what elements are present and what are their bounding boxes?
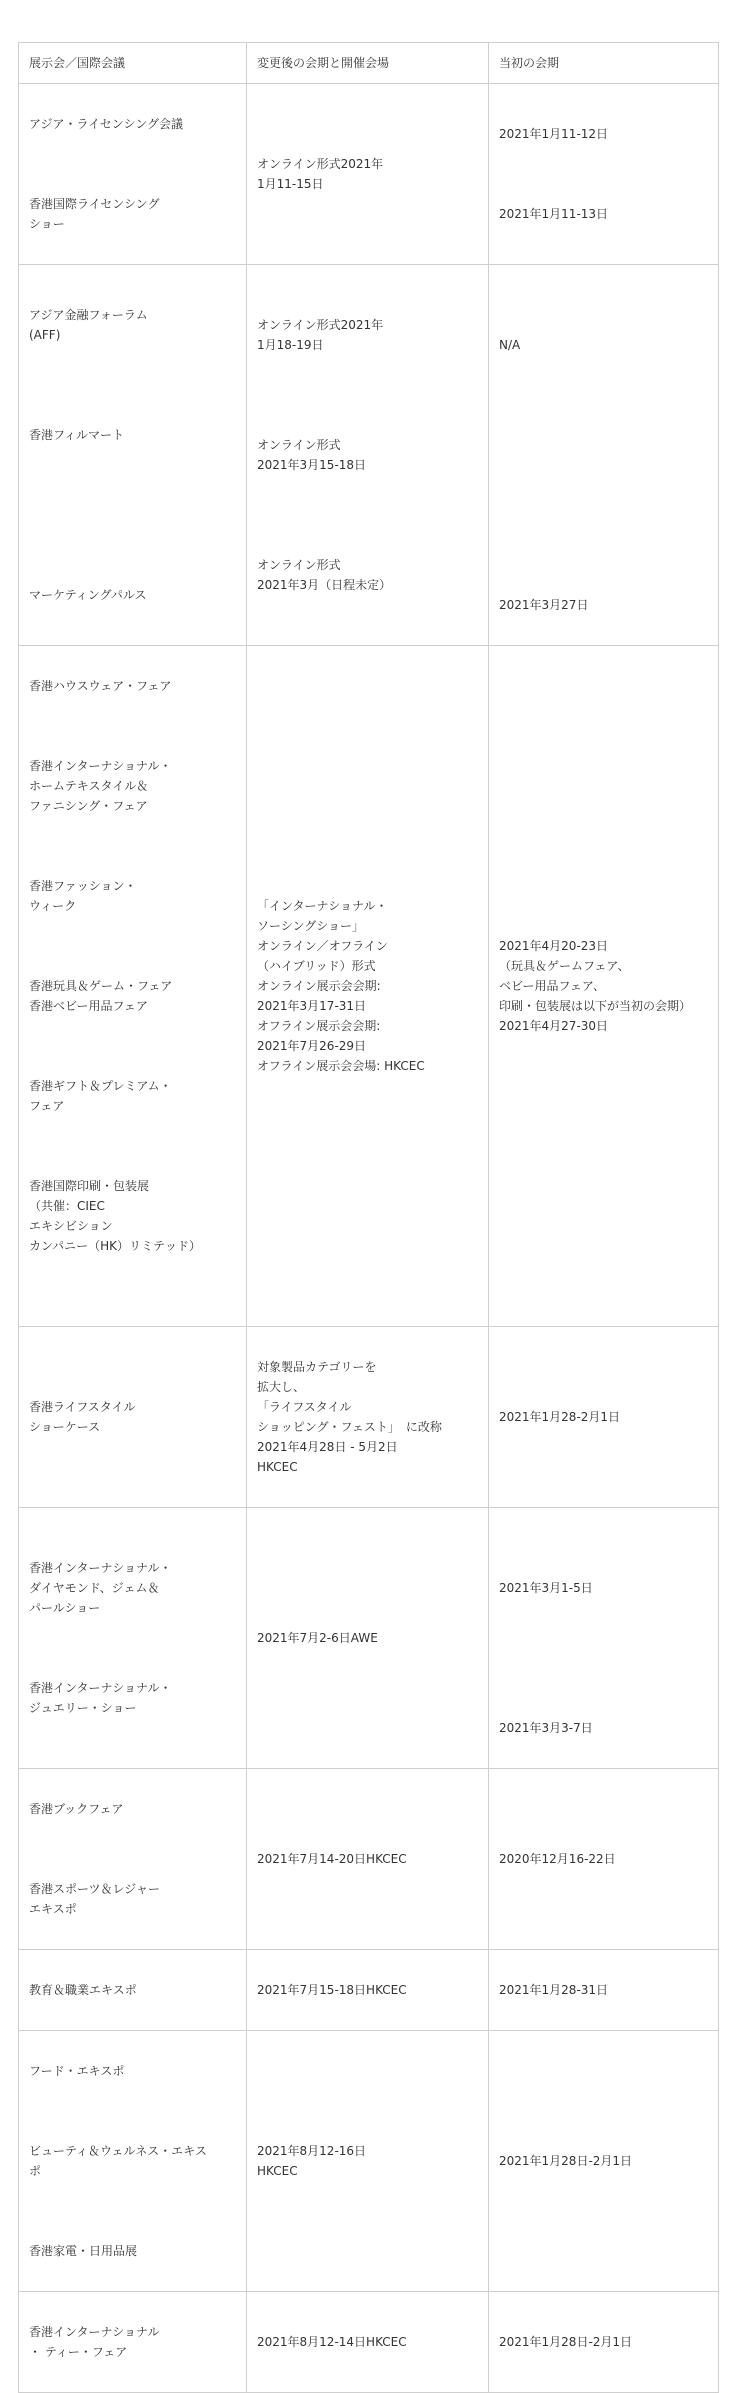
exhibition-name: 香港ハウスウェア・フェア <box>29 679 172 693</box>
original-dates: 2021年1月28日-2月1日 <box>499 2335 633 2349</box>
exhibition-cell <box>19 2292 247 2393</box>
exhibition-name: マーケティングパルス <box>29 588 147 602</box>
original-dates: N/A <box>499 338 521 352</box>
original-dates: 2021年3月1-5日 <box>499 1581 593 1595</box>
exhibition-cell <box>19 1508 247 1769</box>
exhibition-name: 香港ファッション・ ウィーク <box>29 879 137 913</box>
exhibition-cell <box>19 1950 247 2031</box>
exhibition-cell <box>19 1327 247 1508</box>
original-dates: 2021年1月28-2月1日 <box>499 1410 621 1424</box>
exhibition-name: ビューティ＆ウェルネス・エキス ポ <box>29 2144 207 2178</box>
exhibition-name: 香港インターナショナル・ ダイヤモンド、ジェム＆ パールショー <box>29 1561 172 1615</box>
exhibition-name: アジア金融フォーラム (AFF) <box>29 308 148 342</box>
exhibition-name: 香港家電・日用品展 <box>29 2244 138 2258</box>
original-dates-cell <box>489 1508 719 1769</box>
header-original-dates: 当初の会期 <box>489 43 719 84</box>
exhibition-cell <box>19 84 247 265</box>
original-dates: 2021年1月11-12日 <box>499 127 609 141</box>
exhibition-name: 香港インターナショナル・ ジュエリー・ショー <box>29 1681 172 1715</box>
new-dates-cell <box>247 1769 489 1950</box>
new-dates-cell <box>247 646 489 1327</box>
original-dates-cell <box>489 265 719 646</box>
new-dates-cell <box>247 1327 489 1508</box>
new-dates-cell <box>247 2292 489 2393</box>
new-dates: 「インターナショナル・ ソーシングショー」 オンライン／オフライン （ハイブリッド）形式 オンライン展示会会期: 2021年3月17-31日 オフライン展示会会期: 2021年7月26-29日 オフライン展示会会場: HKCEC <box>257 899 425 1073</box>
exhibition-name: 香港ブックフェア <box>29 1802 124 1816</box>
exhibition-name: フード・エキスポ <box>29 2064 125 2078</box>
header-exhibition: 展示会／国際会議 <box>19 43 247 84</box>
exhibition-cell <box>19 265 247 646</box>
original-dates: 2021年1月28-31日 <box>499 1983 609 1997</box>
new-dates: オンライン形式 2021年3月15-18日 <box>257 438 367 472</box>
original-dates: 2021年1月28日-2月1日 <box>499 2154 633 2168</box>
new-dates: 対象製品カテゴリーを 拡大し、 「ライフスタイル ショッピング・フェスト」 に改称 2021年4月28日 - 5月2日 HKCEC <box>257 1360 442 1474</box>
exhibition-name: 香港インターナショナル・ ホームテキスタイル＆ ファニシング・フェア <box>29 759 172 813</box>
table-row <box>19 265 719 646</box>
original-dates-cell <box>489 2031 719 2292</box>
table-row <box>19 2031 719 2292</box>
new-dates: 2021年7月15-18日HKCEC <box>257 1983 407 1997</box>
new-dates-cell <box>247 265 489 646</box>
header-new-dates-venue: 変更後の会期と開催会場 <box>247 43 489 84</box>
new-dates: 2021年7月2-6日AWE <box>257 1631 378 1645</box>
original-dates: 2020年12月16-22日 <box>499 1852 616 1866</box>
exhibition-schedule-table <box>18 42 719 2393</box>
table-row <box>19 1950 719 2031</box>
table-row <box>19 1327 719 1508</box>
original-dates-cell <box>489 2292 719 2393</box>
new-dates: 2021年8月12-16日 HKCEC <box>257 2144 367 2178</box>
new-dates: オンライン形式2021年 1月18-19日 <box>257 318 384 352</box>
table-row <box>19 1508 719 1769</box>
exhibition-cell <box>19 1769 247 1950</box>
table-row <box>19 84 719 265</box>
exhibition-name: 香港フィルマート <box>29 428 125 442</box>
new-dates: オンライン形式 2021年3月（日程未定） <box>257 558 392 592</box>
table-row <box>19 1769 719 1950</box>
original-dates-cell <box>489 84 719 265</box>
exhibition-name: 香港玩具＆ゲーム・フェア 香港ベビー用品フェア <box>29 979 173 1013</box>
exhibition-name: 香港インターナショナル ・ ティー・フェア <box>29 2325 160 2359</box>
original-dates: 2021年3月3-7日 <box>499 1721 593 1735</box>
exhibition-name: 香港ギフト＆プレミアム・ フェア <box>29 1079 172 1113</box>
original-dates-cell <box>489 1327 719 1508</box>
exhibition-name: 香港スポーツ＆レジャー エキスポ <box>29 1882 160 1916</box>
new-dates: オンライン形式2021年 1月11-15日 <box>257 157 384 191</box>
new-dates-cell <box>247 84 489 265</box>
exhibition-cell <box>19 646 247 1327</box>
new-dates-cell <box>247 2031 489 2292</box>
exhibition-name: 香港国際ライセンシング ショー <box>29 197 160 231</box>
table-row <box>19 2292 719 2393</box>
original-dates: 2021年4月20-23日 （玩具＆ゲームフェア、 ベビー用品フェア、 印刷・包装展は以下が当初の会期） 2021年4月27-30日 <box>499 939 692 1033</box>
new-dates: 2021年8月12-14日HKCEC <box>257 2335 407 2349</box>
exhibition-name: 香港国際印刷・包装展 （共催：CIEC エキシビション カンパニー（HK）リミテッド） <box>29 1179 202 1253</box>
exhibition-name: 教育＆職業エキスポ <box>29 1983 137 1997</box>
original-dates-cell <box>489 1769 719 1950</box>
original-dates-cell <box>489 1950 719 2031</box>
table-header-row <box>19 43 719 84</box>
table-row <box>19 646 719 1327</box>
original-dates-cell <box>489 646 719 1327</box>
exhibition-cell <box>19 2031 247 2292</box>
new-dates: 2021年7月14-20日HKCEC <box>257 1852 407 1866</box>
original-dates: 2021年3月27日 <box>499 598 589 612</box>
new-dates-cell <box>247 1508 489 1769</box>
exhibition-name: 香港ライフスタイル ショーケース <box>29 1400 136 1434</box>
new-dates-cell <box>247 1950 489 2031</box>
exhibition-name: アジア・ライセンシング会議 <box>29 117 183 131</box>
original-dates: 2021年1月11-13日 <box>499 207 609 221</box>
